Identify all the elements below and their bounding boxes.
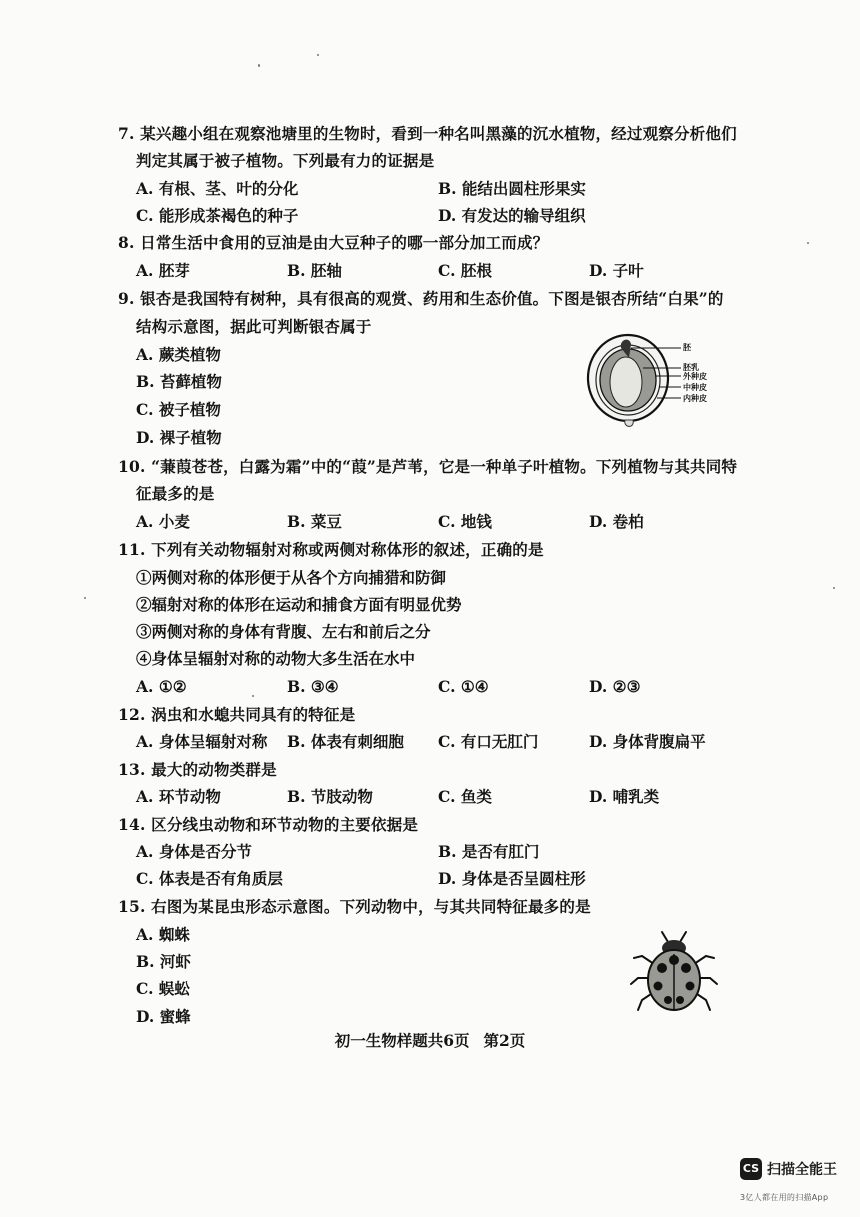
q13-option-b: B. 节肢动物 bbox=[287, 787, 373, 806]
q7-stem-line1: 7. 某兴趣小组在观察池塘里的生物时，看到一种名叫黑藻的沉水植物，经过观察分析他们 bbox=[118, 124, 737, 143]
brand-tagline: 3亿人都在用的扫描App bbox=[740, 1193, 829, 1202]
q10-option-a: A. 小麦 bbox=[136, 512, 190, 531]
q13-option-a: A. 环节动物 bbox=[136, 787, 221, 806]
scan-speck bbox=[807, 242, 809, 244]
q14-option-b: B. 是否有肛门 bbox=[438, 842, 540, 861]
q14-option-c: C. 体表是否有角质层 bbox=[136, 869, 283, 888]
q8-stem: 8. 日常生活中食用的豆油是由大豆种子的哪一部分加工而成？ bbox=[118, 233, 549, 252]
q7-option-d: D. 有发达的输导组织 bbox=[438, 206, 586, 225]
q7-option-c: C. 能形成茶褐色的种子 bbox=[136, 206, 299, 225]
q8-option-b: B. 胚轴 bbox=[287, 261, 342, 280]
q10-option-c: C. 地钱 bbox=[438, 512, 492, 531]
q11-option-a: A. ①② bbox=[136, 677, 187, 696]
footer-page-count: 初一生物样题共6页 bbox=[334, 1031, 470, 1050]
q13-option-d: D. 哺乳类 bbox=[589, 787, 660, 806]
seed-label-outer-coat: 外种皮 bbox=[683, 372, 707, 381]
q11-statement-4: ④身体呈辐射对称的动物大多生活在水中 bbox=[136, 649, 416, 668]
q15-option-a: A. 蜘蛛 bbox=[136, 925, 190, 944]
q12-option-c: C. 有口无肛门 bbox=[438, 732, 539, 751]
q13-stem: 13. 最大的动物类群是 bbox=[118, 760, 277, 779]
q12-option-d: D. 身体背腹扁平 bbox=[589, 732, 706, 751]
page-footer bbox=[0, 1031, 860, 1051]
q15-option-d: D. 蜜蜂 bbox=[136, 1007, 191, 1026]
q15-option-b: B. 河虾 bbox=[136, 952, 191, 971]
q10-option-d: D. 卷柏 bbox=[589, 512, 644, 531]
seed-label-endosperm: 胚乳 bbox=[683, 363, 699, 372]
scan-speck bbox=[84, 597, 86, 599]
q7-option-b: B. 能结出圆柱形果实 bbox=[438, 179, 586, 198]
q8-option-c: C. 胚根 bbox=[438, 261, 492, 280]
footer-page-number: 第2页 bbox=[483, 1031, 526, 1050]
q7-stem-line2: 判定其属于被子植物。下列最有力的证据是 bbox=[136, 151, 435, 170]
q12-option-b: B. 体表有刺细胞 bbox=[287, 732, 404, 751]
q9-stem-line2: 结构示意图，据此可判断银杏属于 bbox=[136, 317, 372, 336]
q10-option-b: B. 菜豆 bbox=[287, 512, 342, 531]
scanner-watermark bbox=[740, 1158, 852, 1208]
q8-option-d: D. 子叶 bbox=[589, 261, 644, 280]
q10-stem-line2: 征最多的是 bbox=[136, 484, 215, 503]
q12-option-a: A. 身体呈辐射对称 bbox=[136, 732, 268, 751]
q14-option-d: D. 身体是否呈圆柱形 bbox=[438, 869, 586, 888]
q9-stem-line1: 9. 银杏是我国特有树种，具有很高的观赏、药用和生态价值。下图是银杏所结“白果”的 bbox=[118, 289, 724, 308]
q9-option-b: B. 苔藓植物 bbox=[136, 372, 222, 391]
q11-option-b: B. ③④ bbox=[287, 677, 339, 696]
q11-stem: 11. 下列有关动物辐射对称或两侧对称体形的叙述，正确的是 bbox=[118, 540, 544, 559]
ginkgo-seed-diagram bbox=[585, 332, 685, 432]
scan-speck bbox=[317, 54, 319, 56]
seed-label-middle-coat: 中种皮 bbox=[683, 383, 707, 392]
q13-option-c: C. 鱼类 bbox=[438, 787, 492, 806]
q15-option-c: C. 蜈蚣 bbox=[136, 979, 190, 998]
q10-stem-line1: 10. “蒹葭苍苍，白露为霜”中的“葭”是芦苇，它是一种单子叶植物。下列植物与其共同特 bbox=[118, 457, 738, 476]
q11-statement-2: ②辐射对称的体形在运动和捕食方面有明显优势 bbox=[136, 595, 462, 614]
q11-option-c: C. ①④ bbox=[438, 677, 489, 696]
q11-statement-1: ①两侧对称的体形便于从各个方向捕猎和防御 bbox=[136, 568, 447, 587]
seed-label-inner-coat: 内种皮 bbox=[683, 394, 707, 403]
q8-option-a: A. 胚芽 bbox=[136, 261, 190, 280]
camscanner-logo-icon: CS bbox=[740, 1158, 762, 1180]
q9-option-a: A. 蕨类植物 bbox=[136, 345, 221, 364]
q11-option-d: D. ②③ bbox=[589, 677, 641, 696]
scan-speck bbox=[258, 64, 260, 67]
q7-option-a: A. 有根、茎、叶的分化 bbox=[136, 179, 299, 198]
q14-option-a: A. 身体是否分节 bbox=[136, 842, 252, 861]
brand-name: 扫描全能王 bbox=[767, 1162, 837, 1178]
scan-speck bbox=[252, 695, 254, 697]
q15-stem: 15. 右图为某昆虫形态示意图。下列动物中，与其共同特征最多的是 bbox=[118, 897, 591, 916]
q12-stem: 12. 涡虫和水螅共同具有的特征是 bbox=[118, 705, 356, 724]
seed-label-embryo: 胚 bbox=[683, 343, 691, 352]
q11-statement-3: ③两侧对称的身体有背腹、左右和前后之分 bbox=[136, 622, 431, 641]
scan-speck bbox=[833, 587, 835, 589]
q9-option-c: C. 被子植物 bbox=[136, 400, 221, 419]
q9-option-d: D. 裸子植物 bbox=[136, 428, 222, 447]
q14-stem: 14. 区分线虫动物和环节动物的主要依据是 bbox=[118, 815, 419, 834]
ladybug-diagram bbox=[628, 928, 720, 1018]
